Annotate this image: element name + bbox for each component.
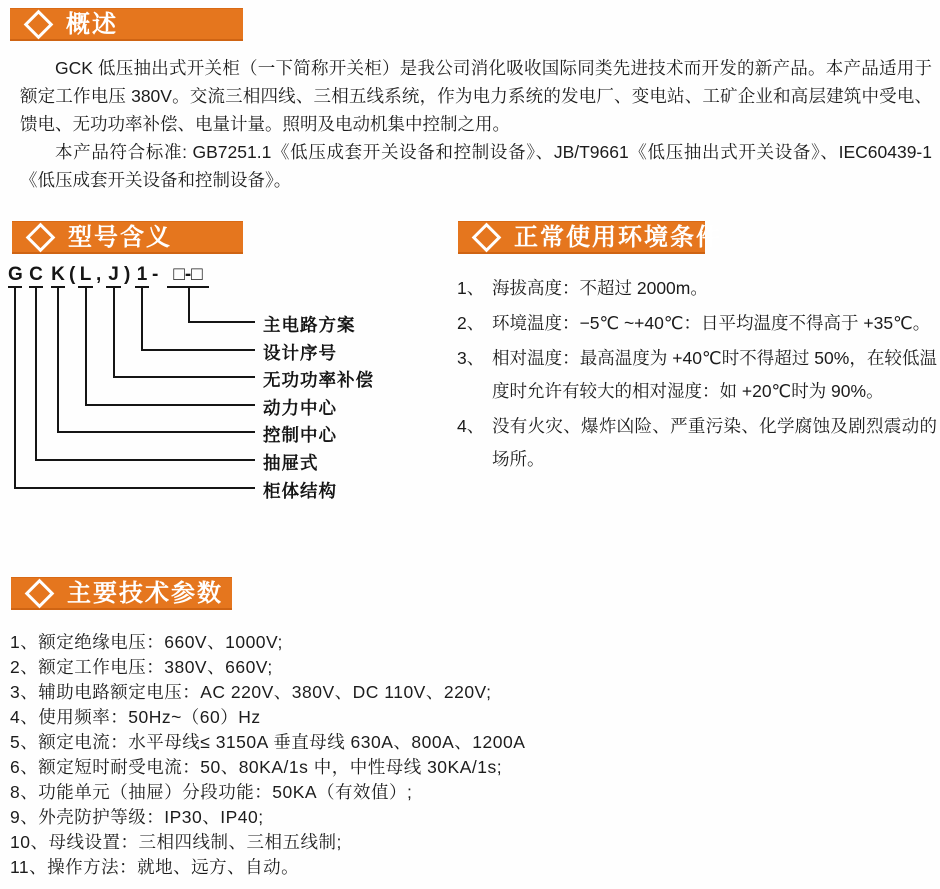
tech-item-operation-method: 11、操作方法：就地、远方、自动。 [10,857,300,877]
tech-item-frequency: 4、使用频率：50Hz~（60）Hz [10,707,261,727]
env-item-text: 相对温度：最高温度为 +40℃时不得超过 50%，在较低温度时允许有较大的相对湿度：如 +20℃时为 90%。 [492,348,937,401]
env-item-text: 环境温度：−5℃ ~+40℃：日平均温度不得高于 +35℃。 [492,313,931,333]
overview-paragraph-2: 本产品符合标准: GB7251.1《低压成套开关设备和控制设备》、JB/T9661《低压抽出式开关设备》、IEC60439-1《低压成套开关设备和控制设备》。 [20,142,932,190]
env-item-text: 海拔高度：不超过 2000m。 [492,278,708,298]
env-item-hazard-free-site [457,410,937,476]
env-item-number: 2、 [457,313,485,333]
overview-body [20,54,932,194]
section-title-overview: 概述 [66,11,118,38]
section-header-model [12,221,243,254]
model-code-char-g: G [8,264,22,288]
model-code-char-l: L [78,264,93,288]
model-label-cabinet-structure: 柜体结构 [263,481,337,501]
diamond-icon [472,223,502,253]
diamond-icon [25,579,55,609]
model-code-hyphen: - [152,264,159,285]
tech-item-insulation-voltage: 1、额定绝缘电压：660V、1000V; [10,632,283,652]
model-code-char-j: J [106,264,121,288]
section-header-environment [458,221,722,254]
model-label-reactive-comp: 无功功率补偿 [263,370,374,390]
env-item-number: 1、 [457,278,485,298]
section-header-tech-params [11,577,232,610]
tech-item-rated-current: 5、额定电流：水平母线≤ 3150A 垂直母线 630A、800A、1200A [10,732,526,752]
section-header-overview [10,8,243,41]
model-code-comma: , [96,264,102,285]
model-label-control-center: 控制中心 [263,425,337,445]
model-code-char-k: K [51,264,65,288]
section-title-environment: 正常使用环境条件 [514,224,722,251]
tech-item-ip-rating: 9、外壳防护等级：IP30、IP40; [10,807,264,827]
environment-conditions-list [457,272,937,478]
model-label-power-center: 动力中心 [263,398,337,418]
model-code-paren-close: ) [124,264,131,285]
tech-item-busbar-config: 10、母线设置：三相四线制、三相五线制; [10,832,342,852]
model-label-drawer-type: 抽屉式 [263,453,319,473]
diamond-icon [26,223,56,253]
env-item-ambient-temp [457,307,937,340]
tech-item-unit-breaking: 8、功能单元（抽屉）分段功能：50KA（有效值）; [10,782,413,802]
diamond-icon [24,10,54,40]
model-code-char-c: C [29,264,43,288]
overview-paragraph-1: GCK 低压抽出式开关柜（一下简称开关柜）是我公司消化吸收国际同类先进技术而开发的新产品。本产品适用于额定工作电压 380V。交流三相四线、三相五线系统，作为电力系统的发电厂、变电站、工矿企业和高层建筑中受电、馈电、无功功率补偿、电量计量。照明及电动机集中控制之用。 [20,58,932,134]
section-title-tech-params: 主要技术参数 [67,580,223,607]
section-title-model: 型号含义 [68,224,172,251]
tech-item-short-time-current: 6、额定短时耐受电流：50、80KA/1s 中，中性母线 30KA/1s; [10,757,503,777]
env-item-altitude [457,272,937,305]
env-item-number: 4、 [457,416,485,436]
tech-item-working-voltage: 2、额定工作电压：380V、660V; [10,657,273,677]
model-label-main-circuit: 主电路方案 [263,315,356,335]
model-label-design-serial: 设计序号 [263,343,337,363]
env-item-number: 3、 [457,348,485,368]
model-code-char-1: 1 [135,264,149,288]
env-item-relative-humidity [457,342,937,408]
env-item-text: 没有火灾、爆炸凶险、严重污染、化学腐蚀及剧烈震动的场所。 [492,416,937,469]
model-connector-cabinet-structure [14,288,255,489]
model-code-placeholder-boxes: □-□ [167,264,209,288]
model-code-paren-open: ( [69,264,76,285]
tech-item-aux-circuit-voltage: 3、辅助电路额定电压：AC 220V、380V、DC 110V、220V; [10,682,492,702]
tech-params-list [10,630,930,880]
